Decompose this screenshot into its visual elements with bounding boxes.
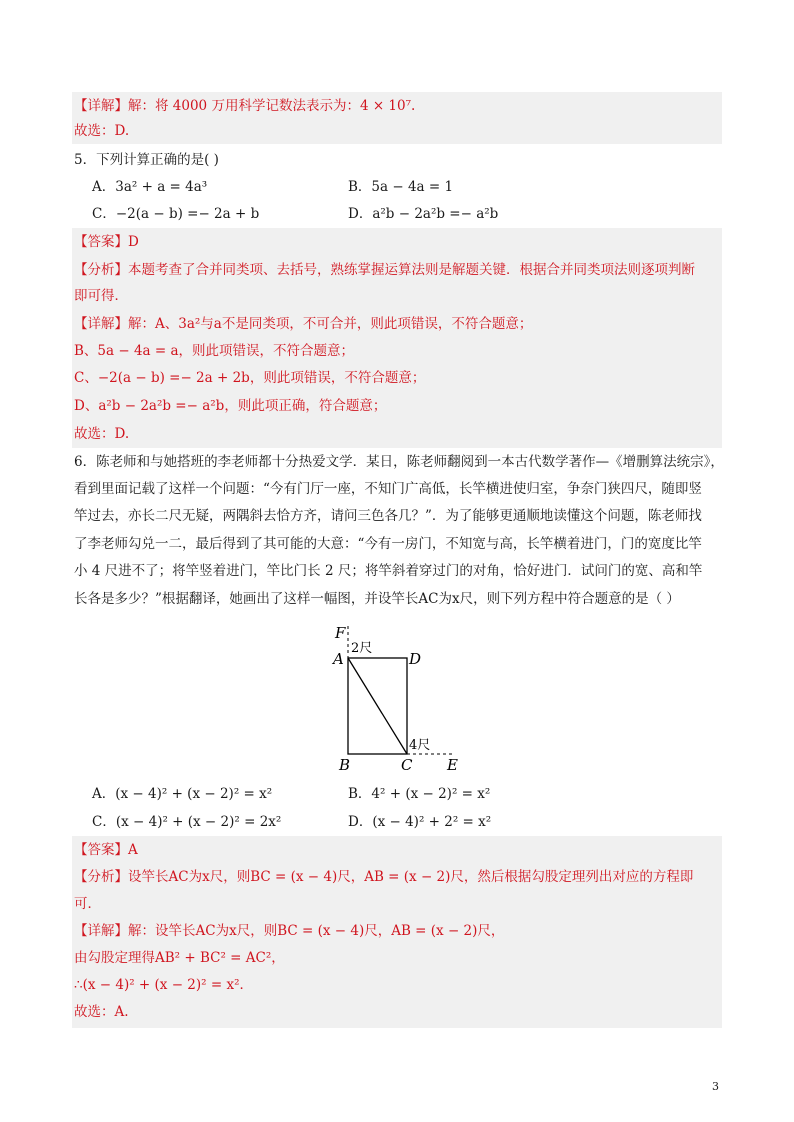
q5-option-b: B．5a − 4a = 1 [348,179,454,195]
q6-option-c: C．(x − 4)² + (x − 2)² = 2x² [92,814,282,830]
q6-detail-1: 【详解】解：设竿长AC为x尺，则BC = (x − 4)尺，AB = (x − 2)尺， [74,923,505,939]
page-number: 3 [712,1080,719,1093]
label-a: A [333,650,344,668]
q5-option-a: A．3a² + a = 4a³ [92,179,208,195]
door-diagram [325,618,485,778]
q5-answer: 【答案】D [74,234,139,250]
q5-analysis-2: 即可得． [74,288,128,304]
q5-detail-4: D、a²b − 2a²b =− a²b，则此项正确，符合题意； [74,398,387,414]
q6-analysis-2: 可． [74,896,101,912]
q5-detail-2: B、5a − 4a = a，则此项错误，不符合题意； [74,343,355,359]
q4-detail: 【详解】解：将 4000 万用科学记数法表示为：4 × 10⁷. [74,98,416,114]
label-b: B [339,756,351,774]
q6-stem-2: 看到里面记载了这样一个问题：“今有门厅一座，不知门广高低，长竿横进使归室，争奈门狭四尺，随即竖 [74,481,702,497]
q6-analysis-1: 【分析】设竿长AC为x尺，则BC = (x − 4)尺，AB = (x − 2)尺，然后根据勾股定理列出对应的方程即 [74,869,694,885]
q6-detail-2: 由勾股定理得AB² + BC² = AC²， [74,950,285,966]
q5-option-c: C．−2(a − b) =− 2a + b [92,206,260,222]
q6-option-b: B．4² + (x − 2)² = x² [348,786,491,802]
q5-option-d: D．a²b − 2a²b =− a²b [348,206,499,222]
label-c: C [401,756,413,774]
q5-detail-3: C、−2(a − b) =− 2a + 2b，则此项错误，不符合题意； [74,370,426,386]
q5-detail-1: 【详解】解：A、3a²与a不是同类项，不可合并，则此项错误，不符合题意； [74,316,533,332]
q6-answer: 【答案】A [74,842,138,858]
q6-stem-6: 长各是多少？”根据翻译，她画出了这样一幅图，并设竿长AC为x尺，则下列方程中符合题意的是（ ） [74,591,680,607]
q6-stem-1: 6．陈老师和与她搭班的李老师都十分热爱文学．某日，陈老师翻阅到一本古代数学著作—《增删算法统宗》， [74,454,724,470]
q6-stem-4: 了李老师勾兑一二，最后得到了其可能的大意：“今有一房门，不知宽与高，长竿横着进门，门的宽度比竿 [74,536,702,552]
q6-option-d: D．(x − 4)² + 2² = x² [348,814,492,830]
label-2chi: 2尺 [351,641,373,656]
q5-choice: 故选：D. [74,426,130,442]
q6-stem-3: 竿过去，亦长二尺无疑，两隅斜去恰方齐，请问三色各几？”．为了能够更通顺地读懂这个问题，陈老师找 [74,508,702,524]
q4-choice: 故选：D. [74,123,130,139]
q6-stem-5: 小 4 尺进不了；将竿竖着进门，竿比门长 2 尺；将竿斜着穿过门的对角，恰好进门．试问门的宽、高和竿 [74,563,703,579]
q5-analysis-1: 【分析】本题考查了合并同类项、去括号，熟练掌握运算法则是解题关键．根据合并同类项法则逐项判断 [74,262,695,278]
q6-option-a: A．(x − 4)² + (x − 2)² = x² [92,786,273,802]
q5-stem: 5．下列计算正确的是( ) [74,152,219,168]
label-f: F [335,624,346,642]
label-e: E [447,756,458,774]
label-4chi: 4尺 [409,738,431,753]
q6-detail-3: ∴(x − 4)² + (x − 2)² = x²． [74,977,253,993]
q6-choice: 故选：A. [74,1004,129,1020]
diagonal-ac [348,658,407,754]
label-d: D [409,650,422,668]
